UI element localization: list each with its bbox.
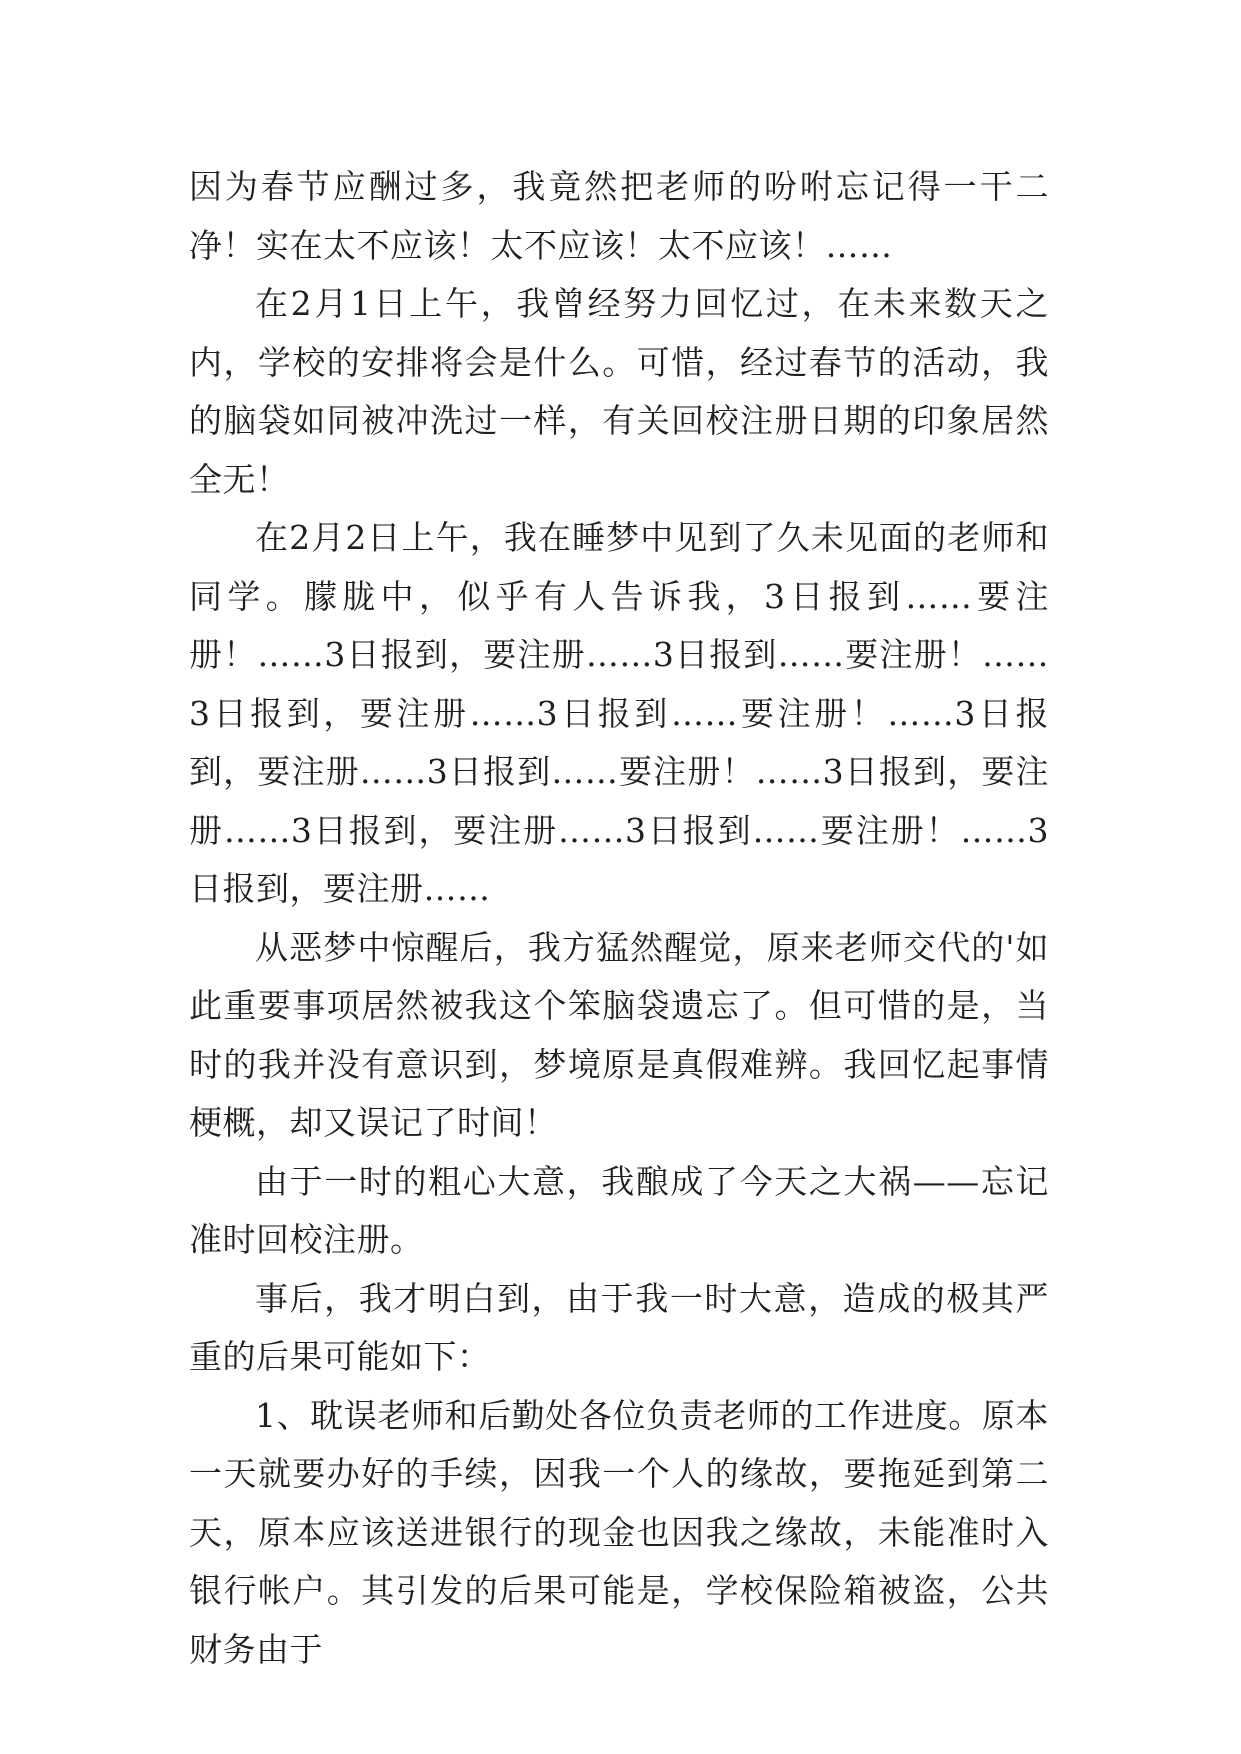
paragraph: 在2月1日上午，我曾经努力回忆过，在未来数天之内，学校的安排将会是什么。可惜，经过春节的活动，我的脑袋如同被冲洗过一样，有关回校注册日期的印象居然全无！ <box>189 284 1049 499</box>
paragraph: 1、耽误老师和后勤处各位负责老师的工作进度。原本一天就要办好的手续，因我一个人的缘故，要拖延到第二天，原本应该送进银行的现金也因我之缘故，未能准时入银行帐户。其引发的后果可能是，学校保险箱被盗，公共财务由于 <box>189 1395 1049 1669</box>
paragraph: 由于一时的粗心大意，我酿成了今天之大祸——忘记准时回校注册。 <box>189 1161 1049 1259</box>
paragraph: 因为春节应酬过多，我竟然把老师的吩咐忘记得一干二净！实在太不应该！太不应该！太不应该！…… <box>189 167 1049 265</box>
paragraph: 事后，我才明白到，由于我一时大意，造成的极其严重的后果可能如下： <box>189 1278 1049 1376</box>
document-body <box>189 158 1049 1679</box>
paragraph: 从恶梦中惊醒后，我方猛然醒觉，原来老师交代的'如此重要事项居然被我这个笨脑袋遗忘了。但可惜的是，当时的我并没有意识到，梦境原是真假难辨。我回忆起事情梗概，却又误记了时间！ <box>189 927 1049 1142</box>
paragraph: 在2月2日上午，我在睡梦中见到了久未见面的老师和同学。朦胧中，似乎有人告诉我，3日报到……要注册！……3日报到，要注册……3日报到……要注册！……3日报到，要注册……3日报到……要注册！……3日报到，要注册……3日报到……要注册！……3日报到，要注册……3日报到，要注册……3日报到……要注册！……3日报到，要注册…… <box>189 518 1049 908</box>
